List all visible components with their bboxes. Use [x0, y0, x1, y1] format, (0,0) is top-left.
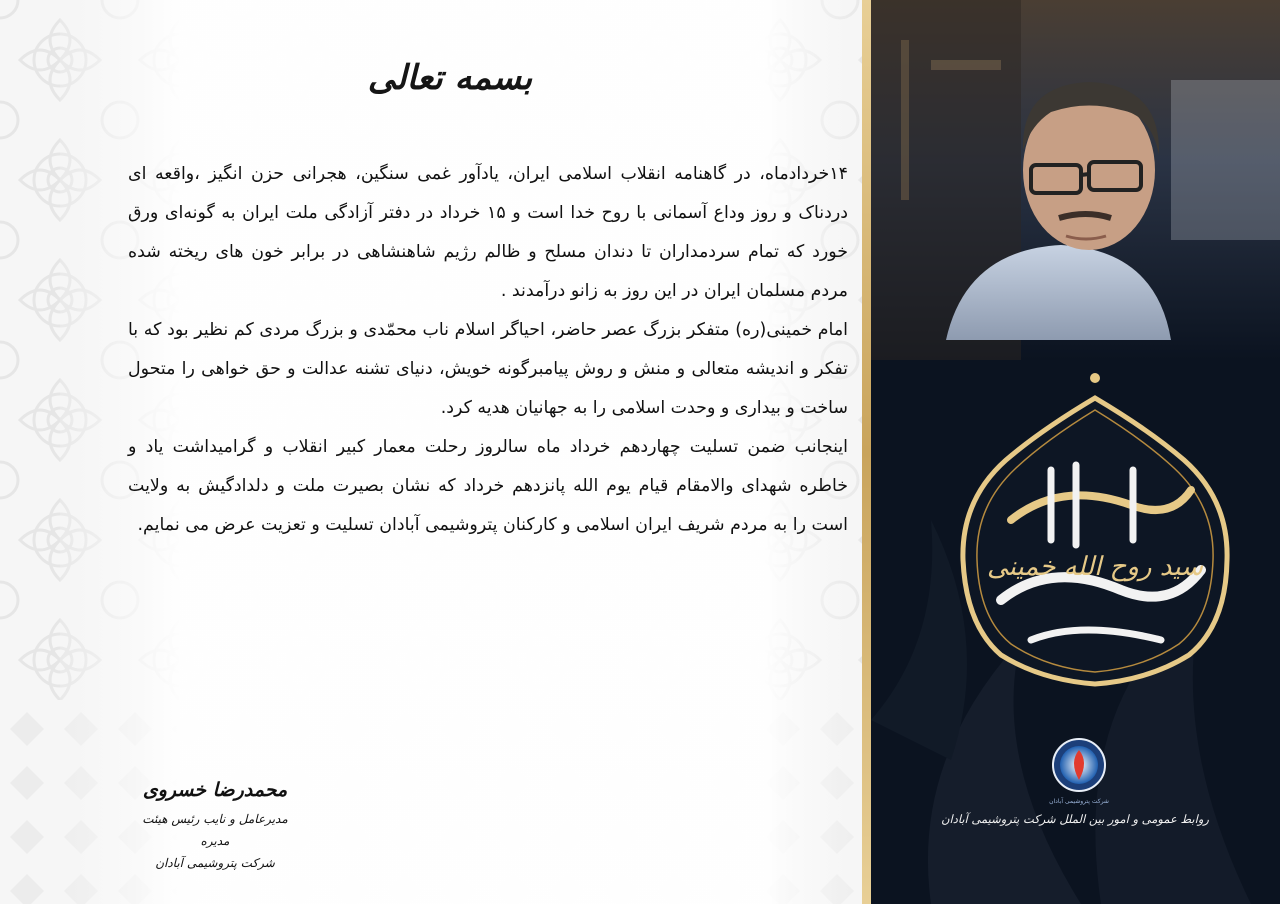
- memorial-artwork: [871, 0, 1280, 904]
- logo-caption: شرکت پتروشیمی آبادان: [1049, 798, 1109, 805]
- signatory-name: محمدرضا خسروی: [142, 779, 288, 801]
- letter-paragraph-1: ۱۴خردادماه، در گاهنامه انقلاب اسلامی ایران، یادآور غمی سنگین، هجرانی حزن انگیز ،واقعه ای دردناک و روز وداع آسمانی با روح خدا است و ۱۵ خرداد در دفتر آزادگی ملت ایران به گونه‌ای ورق خورد که تمام سردمداران تا دندان مسلح و ظالم رژیم شاهنشاهی در برابر خون های ریخته شده مردم مسلمان ایران در این روز به زانو درآمدند .: [128, 164, 848, 301]
- public-relations-footer: روابط عمومی و امور بین الملل شرکت پتروشیمی آبادان: [941, 812, 1209, 826]
- letter-body: [128, 155, 848, 545]
- signatory-title: مدیرعامل و نایب رئیس هیئت مدیره: [142, 812, 288, 848]
- letter-paragraph-3: اینجانب ضمن تسلیت چهاردهم خرداد ماه سالروز رحلت معمار کبیر انقلاب و گرامیداشت یاد و خاطره شهدای والامقام قیام یوم الله پانزدهم خرداد که نشان بصیرت ملت و دلدادگیش به ولایت است را به مردم شریف ایران اسلامی و کارکنان پتروشیمی آبادان تسلیت و تعزیت عرض می نمایم.: [128, 437, 848, 535]
- calligraphy-text: سید روح الله خمینی: [986, 552, 1204, 582]
- bismillah-heading: بسمه تعالی: [367, 58, 533, 98]
- memorial-panel: [871, 0, 1280, 904]
- signature-block: [140, 772, 290, 874]
- gold-divider: [862, 0, 871, 904]
- letter-paragraph-2: امام خمینی(ره) متفکر بزرگ عصر حاضر، احیاگر اسلام ناب محمّدی و بزرگ مردی کم نظیر بود که با تفکر و اندیشه متعالی و منش و روش پیامبرگونه خویش، دنیای تشنه عدالت و حق خواهی را متحول ساخت و بیداری و وحدت اسلامی را به جهانیان هدیه کرد.: [128, 320, 848, 418]
- signatory-company: شرکت پتروشیمی آبادان: [155, 856, 275, 870]
- calligraphy-emblem: [963, 362, 1227, 684]
